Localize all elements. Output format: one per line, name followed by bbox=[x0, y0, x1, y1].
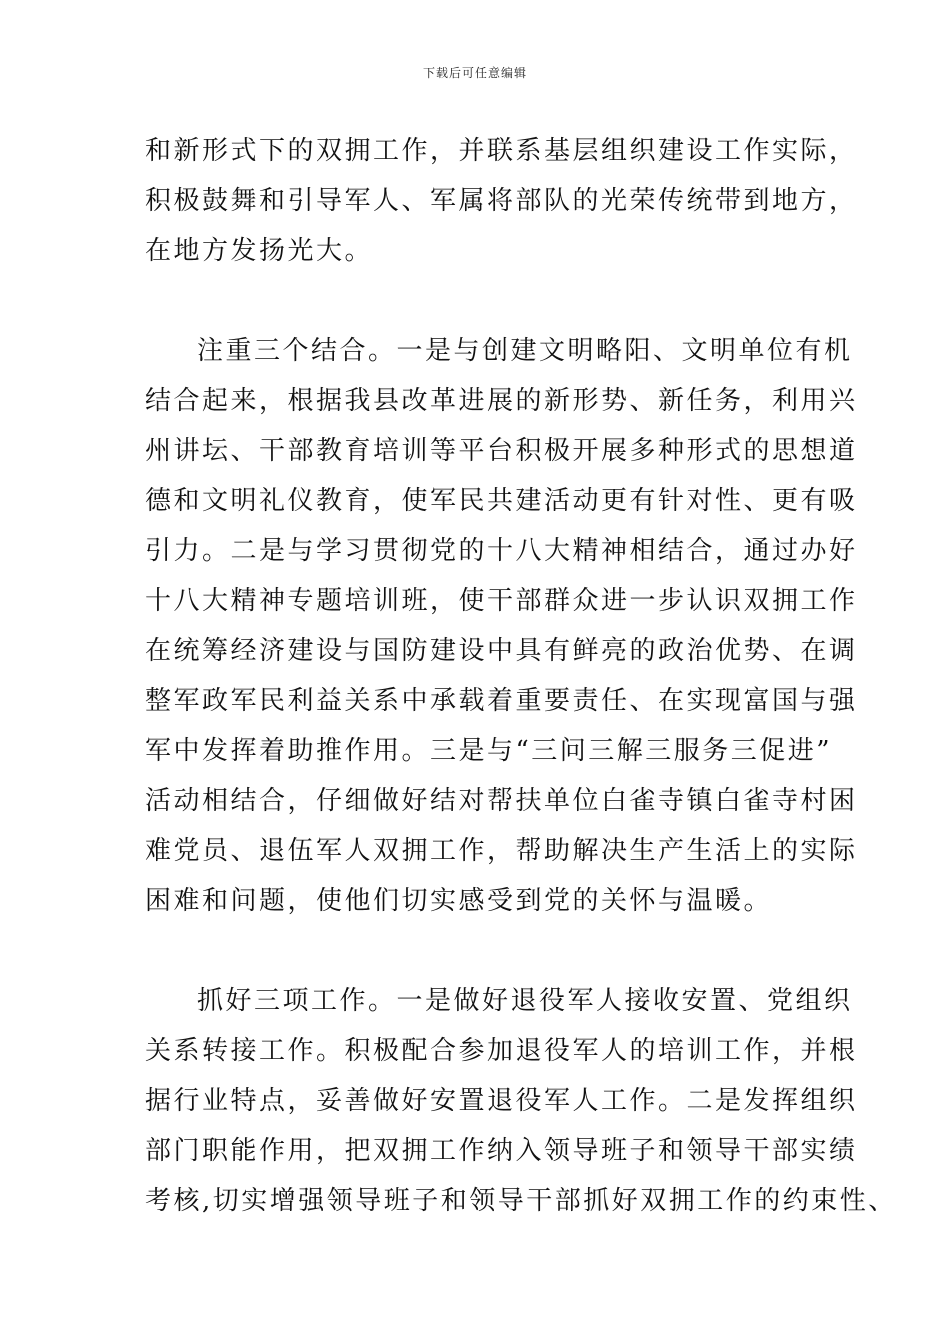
paragraph-line: 难党员、退伍军人双拥工作，帮助解决生产生活上的实际 bbox=[145, 836, 858, 866]
paragraph-line: 德和文明礼仪教育，使军民共建活动更有针对性、更有吸 bbox=[145, 486, 858, 516]
page-header: 下载后可任意编辑 bbox=[422, 66, 527, 80]
paragraph-2 bbox=[145, 326, 858, 926]
paragraph-line: 活动相结合，仔细做好结对帮扶单位白雀寺镇白雀寺村困 bbox=[145, 786, 858, 816]
paragraph-1 bbox=[145, 126, 858, 276]
paragraph-line: 抓好三项工作。一是做好退役军人接收安置、党组织 bbox=[197, 986, 853, 1016]
paragraph-line: 积极鼓舞和引导军人、军属将部队的光荣传统带到地方， bbox=[145, 186, 858, 216]
paragraph-line: 据行业特点，妥善做好安置退役军人工作。二是发挥组织 bbox=[145, 1086, 858, 1116]
paragraph-line: 注重三个结合。一是与创建文明略阳、文明单位有机 bbox=[197, 336, 853, 366]
paragraph-line: 十八大精神专题培训班，使干部群众进一步认识双拥工作 bbox=[145, 586, 858, 616]
paragraph-line: 困难和问题，使他们切实感受到党的关怀与温暖。 bbox=[145, 886, 773, 916]
paragraph-line: 和新形式下的双拥工作，并联系基层组织建设工作实际， bbox=[145, 136, 858, 166]
paragraph-spacer bbox=[145, 276, 835, 326]
paragraph-spacer bbox=[145, 926, 835, 976]
paragraph-line: 军中发挥着助推作用。三是与“三问三解三服务三促进” bbox=[145, 736, 833, 766]
paragraph-line: 结合起来，根据我县改革进展的新形势、新任务，利用兴 bbox=[145, 386, 858, 416]
paragraph-line: 在地方发扬光大。 bbox=[145, 236, 374, 266]
paragraph-line: 整军政军民利益关系中承载着重要责任、在实现富国与强 bbox=[145, 686, 858, 716]
paragraph-3 bbox=[145, 976, 897, 1226]
paragraph-line: 考核,切实增强领导班子和领导干部抓好双拥工作的约束性、 bbox=[145, 1186, 897, 1216]
paragraph-line: 关系转接工作。积极配合参加退役军人的培训工作，并根 bbox=[145, 1036, 858, 1066]
paragraph-line: 在统筹经济建设与国防建设中具有鲜亮的政治优势、在调 bbox=[145, 636, 858, 666]
paragraph-line: 引力。二是与学习贯彻党的十八大精神相结合，通过办好 bbox=[145, 536, 858, 566]
paragraph-line: 州讲坛、干部教育培训等平台积极开展多种形式的思想道 bbox=[145, 436, 858, 466]
document-body bbox=[145, 126, 897, 1226]
paragraph-line: 部门职能作用，把双拥工作纳入领导班子和领导干部实绩 bbox=[145, 1136, 858, 1166]
